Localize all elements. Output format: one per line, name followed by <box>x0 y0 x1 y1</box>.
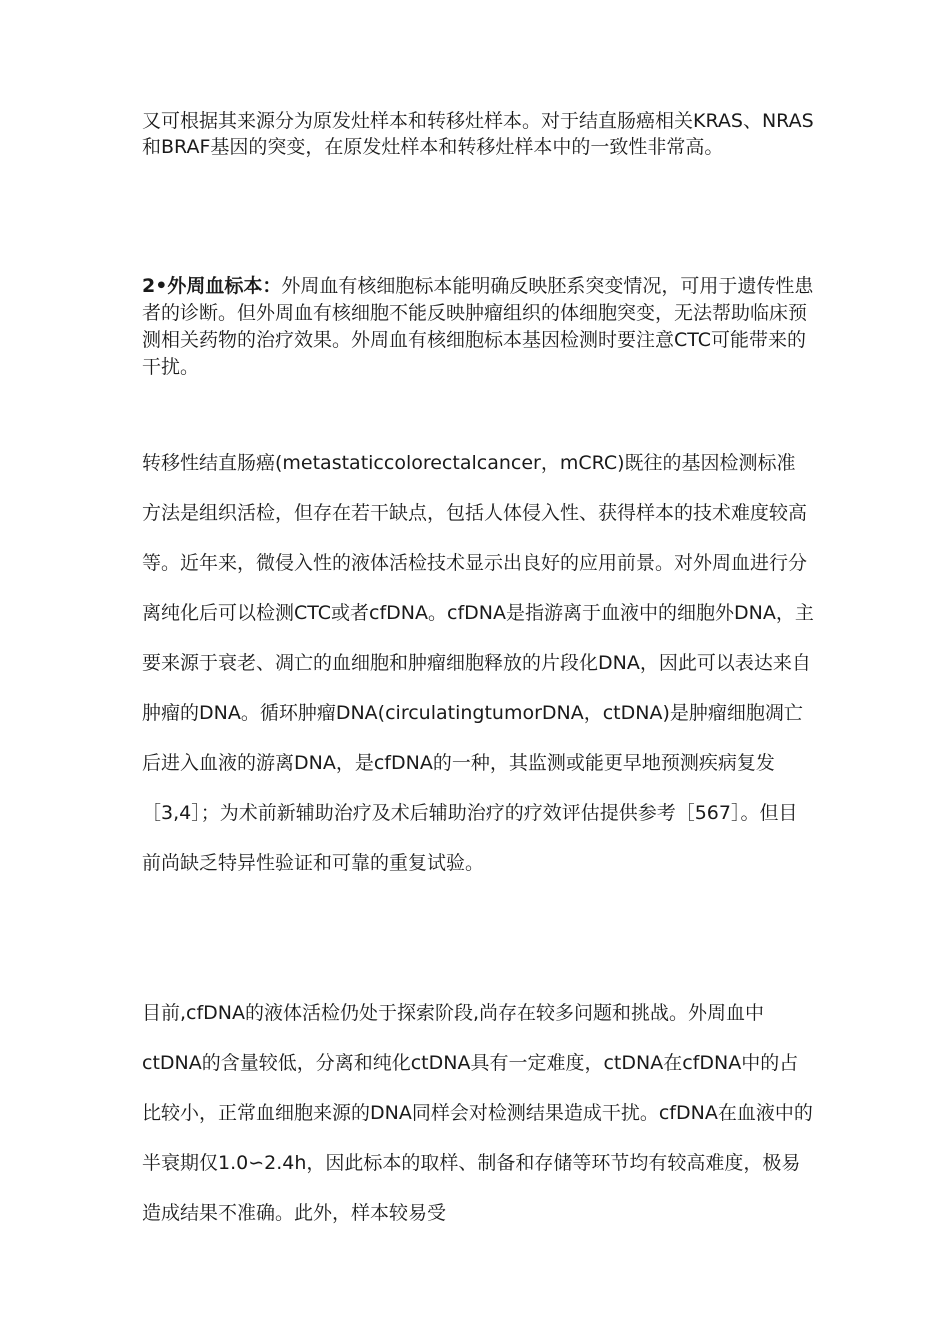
paragraph-mcrc-liquid-biopsy: 转移性结直肠癌(metastaticcolorectalcancer，mCRC)既往的基因检测标准方法是组织活检，但存在若干缺点，包括人体侵入性、获得样本的技术难度较高等。近年来，微侵入性的液体活检技术显示出良好的应用前景。对外周血进行分离纯化后可以检测CTC或者cfDNA。cfDNA是指游离于血液中的细胞外DNA，主要来源于衰老、凋亡的血细胞和肿瘤细胞释放的片段化DNA，因此可以表达来自肿瘤的DNA。循环肿瘤DNA(circulatingtumorDNA，ctDNA)是肿瘤细胞凋亡后进入血液的游离DNA，是cfDNA的一种，其监测或能更早地预测疾病复发［3,4］；为术前新辅助治疗及术后辅助治疗的疗效评估提供参考［567］。但目前尚缺乏特异性验证和可靠的重复试验。 <box>142 452 814 874</box>
paragraph-body: 外周血有核细胞标本能明确反映胚系突变情况，可用于遗传性患者的诊断。但外周血有核细胞不能反映肿瘤组织的体细胞突变，无法帮助临床预测相关药物的治疗效果。外周血有核细胞标本基因检测时要注意CTC可能带来的干扰。 <box>142 275 814 378</box>
section-label: 2•外周血标本： <box>142 275 282 297</box>
paragraph-cfdna-challenges: 目前,cfDNA的液体活检仍处于探索阶段,尚存在较多问题和挑战。外周血中ctDNA的含量较低，分离和纯化ctDNA具有一定难度，ctDNA在cfDNA中的占比较小，正常血细胞来源的DNA同样会对检测结果造成干扰。cfDNA在血液中的半衰期仅1.0∽2.4h，因此标本的取样、制备和存储等环节均有较高难度，极易造成结果不准确。此外，样本较易受 <box>142 1002 813 1224</box>
paragraph-peripheral-blood <box>142 273 814 381</box>
paragraph-sample-origin: 又可根据其来源分为原发灶样本和转移灶样本。对于结直肠癌相关KRAS、NRAS和BRAF基因的突变，在原发灶样本和转移灶样本中的一致性非常高。 <box>142 110 814 158</box>
